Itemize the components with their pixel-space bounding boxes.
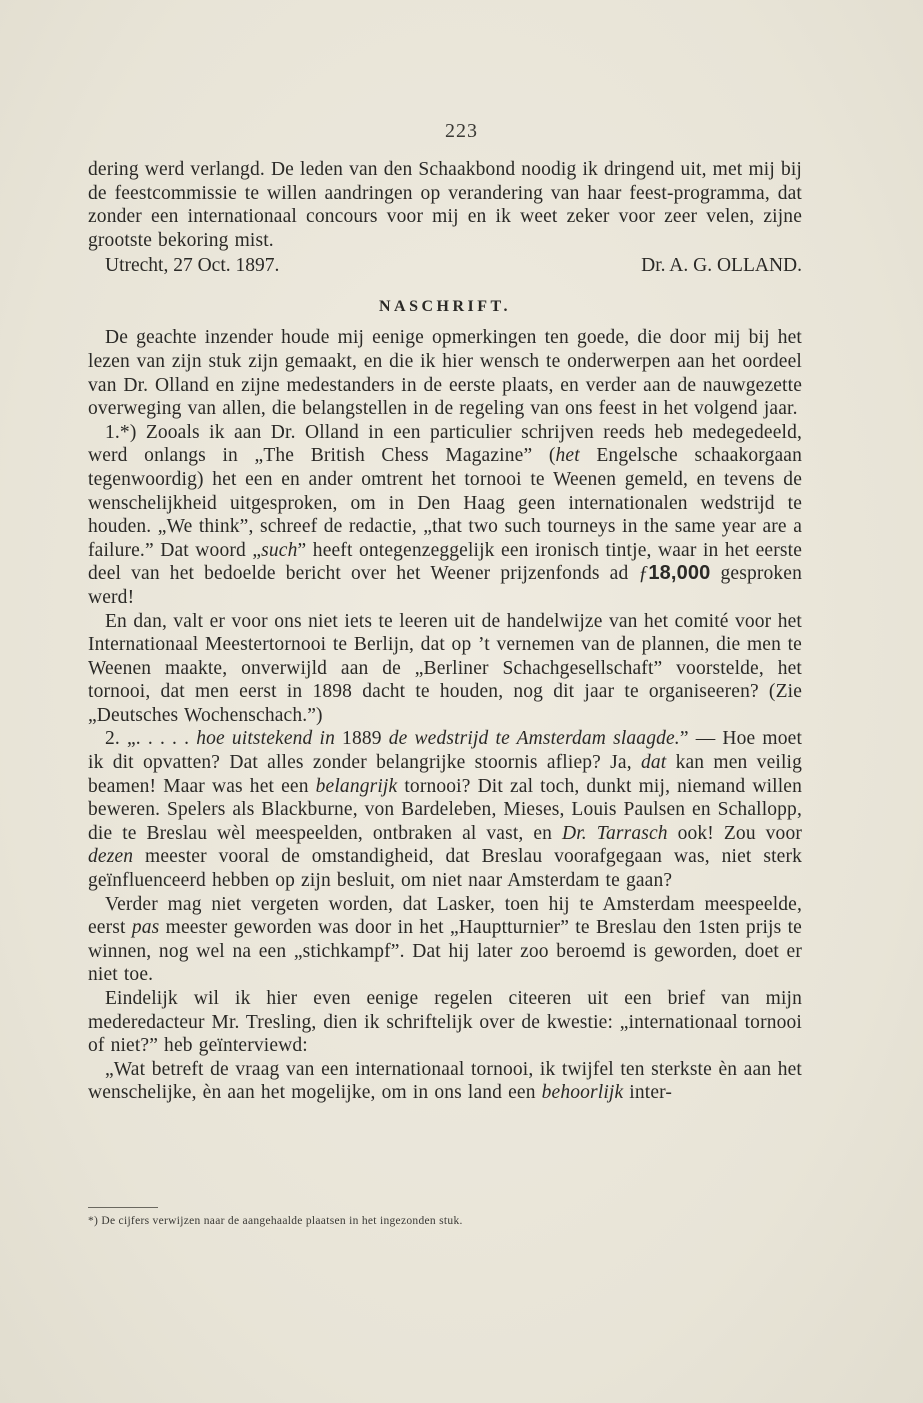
footnote: *) De cijfers verwijzen naar de aangehaalde plaatsen in het ingezonden stuk. [88, 1215, 463, 1227]
paragraph-point-1: 1.*) Zooals ik aan Dr. Olland in een particulier schrijven reeds heb medegedeeld, werd onlangs in „The British Chess Magazine” (het Engelsche schaakorgaan tegenwoordig) het een en ander omtrent het tornooi te Weenen gemeld, en tevens de wenschelijkheid uitgesproken, om in Den Haag geen internationalen wedstrijd te houden. „We think”, schreef de redactie, „that two such tourneys in the same year are a failure.” Dat woord „such” heeft ontegenzeggelijk een ironisch tintje, waar in het eerste deel van het bedoelde bericht over het Weener prijzenfonds ad ƒ18,000 gesproken werd! [88, 421, 803, 608]
page-number: 223 [445, 120, 478, 142]
paragraph-tresling: Eindelijk wil ik hier even eenige regelen citeeren uit een brief van mijn mederedacteur Mr. Tresling, dien ik schriftelijk over de kwestie: „internationaal tornooi of niet?” heb geïnterviewd: [88, 988, 802, 1057]
signature-author: Dr. A. G. OLLAND. [641, 255, 802, 277]
paragraph-point-2: 2. „. . . . . hoe uitstekend in 1889 de wedstrijd te Amsterdam slaagde.” — Hoe moet ik dit opvatten? Dat alles zonder belangrijke stoornis afliep? Ja, dat kan men veilig beamen! Maar was het een belangrijk tornooi? Dit zal toch, dunkt mij, niemand willen beweren. Spelers als Blackburne, von Bardeleben, Mieses, Louis Paulsen en Schallopp, die te Breslau wèl meespeelden, ontbraken al vast, en Dr. Tarrasch ook! Zou voor dezen meester vooral de omstandigheid, dat Breslau voorafgegaan was, niet sterk geïnfluenceerd hebben op zijn besluit, om niet naar Amsterdam te gaan? [88, 728, 803, 892]
body-text [88, 158, 802, 1105]
footnote-rule [88, 1207, 158, 1208]
paragraph-intro-naschrift: De geachte inzender houde mij eenige opmerkingen ten goede, die door mij bij het lezen van zijn stuk zijn gemaakt, en die ik hier wensch te onderwerpen aan het oordeel van Dr. Olland en zijne medestanders in de eerste plaats, en verder aan de nauwgezette overweging van allen, die belangstellen in de regeling van ons feest in het volgend jaar. [88, 327, 802, 420]
intro-paragraph: dering werd verlangd. De leden van den Schaakbond noodig ik dringend uit, met mij bij de feestcommissie te willen aandringen op verandering van haar feest-programma, dat zonder een internationaal concours voor mij en ik weet zeker voor zeer velen, zijne grootste bekoring mist. [88, 159, 802, 251]
paragraph-quote: „Wat betreft de vraag van een internationaal tornooi, ik twijfel ten sterkste èn aan het wenschelijke, èn aan het mogelijke, om in ons land een behoorlijk inter- [88, 1058, 802, 1104]
prize-amount: 18,000 [648, 562, 711, 585]
paragraph-berlin: En dan, valt er voor ons niet iets te leeren uit de handelwijze van het comité voor het Internationaal Meestertornooi te Berlijn, dat op ’t vernemen van de plannen, die men te Weenen maakte, onverwijld aan de „Berliner Schachgesellschaft” voorstelde, het tornooi, dat men eerst in 1898 dacht te houden, nog dit jaar te organiseeren? (Zie „Deutsches Wochenschach.”) [88, 610, 802, 726]
signature-place-date: Utrecht, 27 Oct. 1897. [105, 255, 280, 277]
signature-line [88, 254, 802, 278]
paragraph-lasker: Verder mag niet vergeten worden, dat Lasker, toen hij te Amsterdam meespeelde, eerst pas meester geworden was door in het „Hauptturnier” te Breslau den 1sten prijs te winnen, nog wel na een „stichkampf”. Dat hij later zoo beroemd is geworden, doet er niet toe. [88, 893, 802, 986]
section-heading: NASCHRIFT. [378, 298, 512, 316]
